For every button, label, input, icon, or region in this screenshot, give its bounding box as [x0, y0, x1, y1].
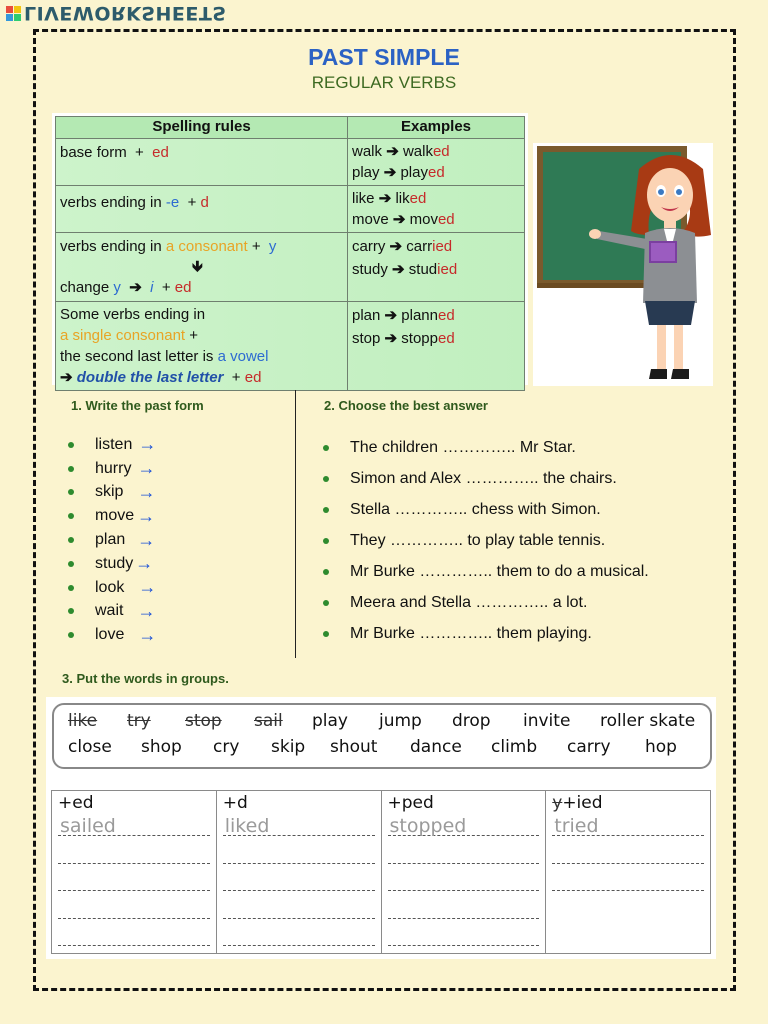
- bullet-icon: [323, 631, 329, 637]
- answer-line[interactable]: [58, 891, 210, 919]
- word: roller skate: [600, 711, 696, 731]
- word: shop: [141, 737, 182, 757]
- rule-base-form: base form + ed: [56, 139, 348, 186]
- sentence-list: [323, 432, 649, 649]
- example-answer: stopped: [389, 815, 467, 837]
- examples-consonant-y: carry ➔ carried study ➔ studied: [348, 233, 525, 302]
- example-answer: tried: [554, 815, 599, 837]
- header-examples: Examples: [348, 117, 525, 139]
- answer-line[interactable]: [552, 864, 704, 892]
- word: invite: [523, 711, 571, 731]
- answer-line[interactable]: [58, 864, 210, 892]
- group-ied: y+ied tried: [546, 791, 711, 954]
- examples-base-form: walk ➔ walked play ➔ played: [348, 139, 525, 186]
- bullet-icon: [323, 538, 329, 544]
- page-title: PAST SIMPLE: [308, 44, 460, 70]
- list-item: listen →: [68, 433, 156, 457]
- bullet-icon: [68, 537, 74, 543]
- word: like: [68, 711, 98, 731]
- word: dance: [410, 737, 462, 757]
- word: jump: [379, 711, 422, 731]
- bullet-icon: [323, 445, 329, 451]
- word: stop: [185, 711, 222, 731]
- word-bank-row-2: [68, 737, 695, 757]
- list-item: Simon and Alex ………….. the chairs.: [323, 463, 649, 494]
- bullet-icon: [68, 585, 74, 591]
- group-d: +d liked: [216, 791, 381, 954]
- word: shout: [330, 737, 378, 757]
- word-bank: [52, 703, 712, 769]
- word: drop: [452, 711, 491, 731]
- answer-line[interactable]: [388, 836, 540, 864]
- section1-heading: 1. Write the past form: [71, 398, 204, 413]
- answer-line[interactable]: [223, 919, 375, 947]
- list-item: They ………….. to play table tennis.: [323, 525, 649, 556]
- answer-line[interactable]: [223, 836, 375, 864]
- answer-line[interactable]: [388, 891, 540, 919]
- answer-line[interactable]: [552, 836, 704, 864]
- word: skip: [271, 737, 306, 757]
- list-item: Meera and Stella ………….. a lot.: [323, 587, 649, 618]
- word: try: [127, 711, 151, 731]
- bullet-icon: [68, 632, 74, 638]
- answer-line[interactable]: [388, 864, 540, 892]
- bullet-icon: [323, 600, 329, 606]
- answer-line[interactable]: [58, 919, 210, 947]
- section2-heading: 2. Choose the best answer: [324, 398, 488, 413]
- list-item: Mr Burke ………….. them playing.: [323, 618, 649, 649]
- word: hop: [645, 737, 677, 757]
- list-item: study →: [68, 552, 156, 576]
- arrow-right-icon: →: [137, 529, 156, 550]
- bullet-icon: [68, 442, 74, 448]
- arrow-right-icon: →: [137, 505, 156, 526]
- list-item: hurry →: [68, 457, 156, 481]
- list-item: skip →: [68, 481, 156, 505]
- arrow-right-icon: →: [138, 577, 157, 598]
- rule-ending-e: verbs ending in -e + d: [56, 186, 348, 233]
- bullet-icon: [68, 608, 74, 614]
- arrow-right-icon: →: [138, 434, 157, 455]
- answer-line[interactable]: [223, 891, 375, 919]
- list-item: move →: [68, 504, 156, 528]
- examples-ending-e: like ➔ liked move ➔ moved: [348, 186, 525, 233]
- group-ed: +ed sailed: [52, 791, 217, 954]
- answer-line[interactable]: [223, 864, 375, 892]
- bullet-icon: [68, 561, 74, 567]
- list-item: wait →: [68, 600, 156, 624]
- list-item: plan →: [68, 528, 156, 552]
- answer-line[interactable]: [58, 836, 210, 864]
- bullet-icon: [68, 489, 74, 495]
- word: climb: [491, 737, 538, 757]
- bullet-icon: [323, 476, 329, 482]
- examples-double-consonant: plan ➔ planned stop ➔ stopped: [348, 302, 525, 391]
- groups-table: [51, 790, 711, 954]
- verb-list: [68, 433, 156, 647]
- word: close: [68, 737, 112, 757]
- arrow-right-icon: →: [135, 553, 154, 574]
- arrow-down-icon: 🡻: [192, 258, 203, 275]
- page-subtitle: REGULAR VERBS: [311, 73, 457, 92]
- word-bank-row-1: [68, 711, 710, 731]
- list-item: The children ………….. Mr Star.: [323, 432, 649, 463]
- rule-consonant-y: verbs ending in a consonant + y 🡻 change y ➔ i + ed: [56, 233, 348, 302]
- word: play: [312, 711, 348, 731]
- answer-line[interactable]: [388, 919, 540, 947]
- list-item: look →: [68, 576, 156, 600]
- list-item: love →: [68, 623, 156, 647]
- bullet-icon: [68, 513, 74, 519]
- word: carry: [567, 737, 611, 757]
- word-groups-panel: [46, 697, 716, 959]
- example-answer: sailed: [60, 815, 116, 837]
- column-divider: [295, 390, 296, 658]
- logo: [6, 2, 227, 24]
- example-answer: liked: [224, 815, 270, 837]
- list-item: Mr Burke ………….. them to do a musical.: [323, 556, 649, 587]
- word: sail: [254, 711, 283, 731]
- arrow-right-icon: →: [137, 600, 156, 621]
- arrow-right-icon: →: [138, 624, 157, 645]
- group-ped: +ped stopped: [381, 791, 546, 954]
- list-item: Stella ………….. chess with Simon.: [323, 494, 649, 525]
- rule-double-consonant: Some verbs ending in a single consonant + the second last letter is a vowel ➔ double the last letter + ed: [56, 302, 348, 391]
- arrow-right-icon: →: [137, 458, 156, 479]
- logo-text: LIVEWORKSHEETS: [24, 2, 227, 24]
- spelling-rules-table: [52, 113, 528, 385]
- section3-heading: 3. Put the words in groups.: [62, 671, 229, 686]
- word: cry: [213, 737, 240, 757]
- teacher-illustration: [533, 143, 713, 386]
- bullet-icon: [68, 466, 74, 472]
- logo-blocks-icon: [6, 6, 21, 21]
- bullet-icon: [323, 507, 329, 513]
- header-spelling-rules: Spelling rules: [56, 117, 348, 139]
- bullet-icon: [323, 569, 329, 575]
- arrow-right-icon: →: [137, 481, 156, 502]
